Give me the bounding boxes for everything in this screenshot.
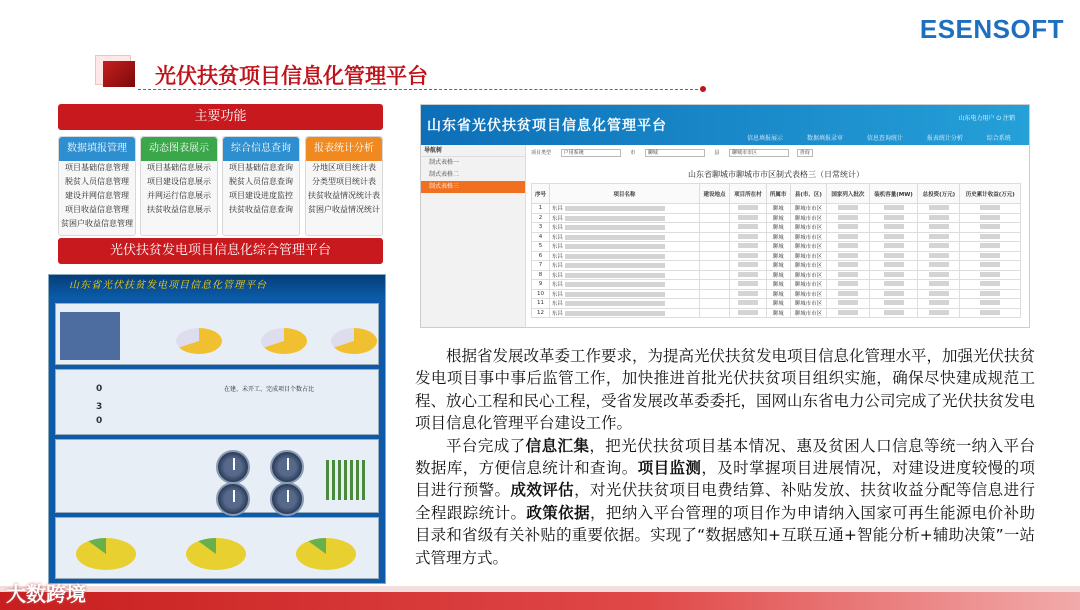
cell: 东昌 [549, 299, 699, 309]
function-item: 项目基础信息管理 [65, 163, 129, 172]
cell [918, 242, 960, 252]
cell [918, 223, 960, 233]
keyword: 项目监测 [637, 459, 702, 478]
cell [869, 232, 918, 242]
function-item: 扶贫收益信息展示 [147, 205, 211, 214]
cell [827, 280, 870, 290]
filter-bar [529, 149, 819, 158]
sidebar-title: 导航树 [421, 145, 525, 157]
cell: 聊城市市区 [790, 204, 826, 214]
cell: 聊城 [766, 232, 790, 242]
cell [869, 204, 918, 214]
table-title: 山东省聊城市聊城市市区制式表格三（日常统计） [688, 170, 864, 179]
page-title: 光伏扶贫项目信息化管理平台 [155, 64, 428, 88]
user-area: 山东电力用户 ⏻ 注销 [958, 115, 1015, 122]
table-row[interactable] [532, 270, 1021, 280]
nav-item[interactable]: 综合系统 [986, 135, 1011, 142]
dashboard-gauges-panel [55, 439, 379, 513]
function-column-title: 动态图表展示 [141, 137, 217, 161]
cell [960, 261, 1021, 271]
cell: 聊城 [766, 223, 790, 233]
cell: 聊城 [766, 251, 790, 261]
text-run: ，把光伏扶贫项目基本情况、惠及贫困人口信息等统一纳入平台数据库，方便信息统计和查询。 [415, 436, 1035, 478]
cell [960, 299, 1021, 309]
cell: 聊城 [766, 308, 790, 318]
title-decoration [95, 55, 137, 89]
cell: 聊城 [766, 213, 790, 223]
cell: 3 [532, 223, 550, 233]
cell: 11 [532, 299, 550, 309]
sidebar-item-active[interactable]: 制式表格三 [421, 181, 525, 193]
platform-screenshot [420, 104, 1030, 328]
cell [699, 232, 729, 242]
cell [827, 261, 870, 271]
column-header: 序号 [532, 184, 550, 204]
function-column [58, 136, 136, 236]
summary-pie [331, 328, 377, 354]
cell [918, 251, 960, 261]
filter-label: 市 [630, 150, 636, 156]
cell: 东昌 [549, 223, 699, 233]
cell [869, 213, 918, 223]
filter-select[interactable]: 户用系统 [561, 149, 621, 157]
cell [960, 223, 1021, 233]
status-value: 3 [96, 402, 103, 412]
function-item: 建设并网信息管理 [65, 191, 129, 200]
cell: 聊城 [766, 270, 790, 280]
sidebar-item[interactable]: 制式表格二 [429, 171, 460, 178]
column-header: 项目所在村 [730, 184, 766, 204]
table-row[interactable] [532, 280, 1021, 290]
cell [730, 204, 766, 214]
cell: 聊城市市区 [790, 261, 826, 271]
cell [827, 204, 870, 214]
table-row[interactable] [532, 251, 1021, 261]
cell: 聊城 [766, 280, 790, 290]
status-value: 0 [96, 416, 103, 426]
cell [869, 242, 918, 252]
title-underline [138, 89, 703, 90]
function-column-title: 数据填报管理 [59, 137, 135, 161]
filter-label: 县 [714, 150, 720, 156]
cell: 东昌 [549, 213, 699, 223]
function-item: 项目收益信息管理 [65, 205, 129, 214]
gauge-icon [270, 482, 304, 516]
mini-bar-chart [326, 460, 366, 500]
filter-select[interactable]: 聊城市市区 [729, 149, 789, 157]
function-column-title: 综合信息查询 [223, 137, 299, 161]
column-header: 国家列入批次 [827, 184, 870, 204]
table-row[interactable] [532, 242, 1021, 252]
cell: 聊城 [766, 242, 790, 252]
cell [918, 232, 960, 242]
function-item: 项目基础信息查询 [229, 163, 293, 172]
cell: 12 [532, 308, 550, 318]
cell: 聊城市市区 [790, 289, 826, 299]
cell [827, 299, 870, 309]
nav-item[interactable]: 报表统计分析 [926, 135, 963, 142]
paragraph [415, 435, 1035, 569]
user-name: 山东电力用户 [958, 115, 995, 122]
cell [960, 289, 1021, 299]
nav-item[interactable]: 数据填报录审 [806, 135, 843, 142]
function-item: 扶贫收益信息查询 [229, 205, 293, 214]
column-header: 项目名称 [549, 184, 699, 204]
cell: 东昌 [549, 308, 699, 318]
watermark: 大数跨境 [6, 582, 86, 606]
cell [869, 261, 918, 271]
gauge-icon [270, 450, 304, 484]
cell [960, 242, 1021, 252]
cell: 8 [532, 270, 550, 280]
cell [827, 232, 870, 242]
cell [869, 270, 918, 280]
column-header: 装机容量(MW) [869, 184, 918, 204]
table-row[interactable] [532, 232, 1021, 242]
sidebar-item[interactable]: 制式表格一 [429, 159, 460, 166]
cell [730, 213, 766, 223]
cell [827, 242, 870, 252]
keyword: 政策依据 [526, 503, 590, 522]
column-header: 县(市、区) [790, 184, 826, 204]
title-dot [700, 86, 706, 92]
cell [730, 280, 766, 290]
cell: 东昌 [549, 261, 699, 271]
cell: 东昌 [549, 270, 699, 280]
table-row[interactable] [532, 213, 1021, 223]
cell: 聊城市市区 [790, 299, 826, 309]
cell [827, 223, 870, 233]
cell: 10 [532, 289, 550, 299]
summary-pie [176, 328, 222, 354]
cell [699, 289, 729, 299]
paragraph: 根据省发展改革委工作要求，为提高光伏扶贫发电项目信息化管理水平，加强光伏扶贫发电项目事中事后监管工作，加快推进首批光伏扶贫项目组织实施，确保尽快建成规范工程、放心工程和民心工程，受省发展改革委委托，国网山东省电力公司完成了光伏扶贫发电项目信息化管理平台建设工作。 [415, 347, 1036, 433]
cell: 聊城 [766, 289, 790, 299]
cell: 聊城市市区 [790, 280, 826, 290]
cell [960, 270, 1021, 280]
functions-diagram [55, 104, 385, 264]
cell: 聊城市市区 [790, 232, 826, 242]
function-column [140, 136, 218, 236]
gauge-icon [216, 482, 250, 516]
cell: 7 [532, 261, 550, 271]
logout-link[interactable]: 注销 [1002, 115, 1015, 122]
cell: 东昌 [549, 232, 699, 242]
cell [730, 261, 766, 271]
cell: 6 [532, 251, 550, 261]
cell [699, 213, 729, 223]
app-title: 山东省光伏扶贫项目信息化管理平台 [427, 118, 667, 134]
cell [827, 308, 870, 318]
cell [730, 299, 766, 309]
cell [699, 251, 729, 261]
cell [960, 280, 1021, 290]
dashboard-pies-panel [55, 517, 379, 579]
query-button[interactable]: 查询 [797, 149, 813, 157]
cell [699, 299, 729, 309]
app-header [421, 105, 1029, 145]
cell [869, 289, 918, 299]
cell: 东昌 [549, 280, 699, 290]
status-value: 0 [96, 384, 103, 394]
cell: 聊城市市区 [790, 242, 826, 252]
cell: 聊城市市区 [790, 213, 826, 223]
top-nav [747, 133, 1030, 142]
nav-item[interactable]: 信息查询统计 [866, 135, 903, 142]
cell: 4 [532, 232, 550, 242]
table-row[interactable] [532, 308, 1021, 318]
summary-pie [261, 328, 307, 354]
function-item: 项目建设信息展示 [147, 177, 211, 186]
cell [869, 280, 918, 290]
cell [699, 204, 729, 214]
filter-label: 项目类型 [531, 150, 552, 156]
cell: 聊城 [766, 204, 790, 214]
function-item: 分地区项目统计表 [312, 163, 376, 172]
cell [918, 213, 960, 223]
function-column-title: 报表统计分析 [306, 137, 382, 161]
functions-header: 主要功能 [58, 104, 383, 130]
cell [699, 308, 729, 318]
table-row[interactable] [532, 289, 1021, 299]
text-run: 平台完成了 [446, 436, 526, 455]
cell [730, 289, 766, 299]
text-run: ，对光伏扶贫项目电费结算、补贴发放、扶贫收益分配等信息进行全程跟踪统计。 [415, 481, 1035, 522]
column-header: 所属市 [766, 184, 790, 204]
pie-chart [186, 538, 246, 570]
cell: 聊城市市区 [790, 308, 826, 318]
cell [699, 223, 729, 233]
cell: 东昌 [549, 289, 699, 299]
table-row[interactable] [532, 299, 1021, 309]
summary-table [60, 312, 120, 360]
cell [827, 270, 870, 280]
cell [730, 232, 766, 242]
cell [918, 299, 960, 309]
function-item: 脱贫人员信息查询 [229, 177, 293, 186]
cell [869, 251, 918, 261]
cell: 5 [532, 242, 550, 252]
cell: 东昌 [549, 242, 699, 252]
keyword: 信息汇集 [525, 436, 590, 455]
cell [699, 261, 729, 271]
cell [827, 251, 870, 261]
cell: 东昌 [549, 251, 699, 261]
cell [960, 308, 1021, 318]
cell [699, 270, 729, 280]
cell [960, 204, 1021, 214]
functions-footer: 光伏扶贫发电项目信息化综合管理平台 [58, 238, 383, 264]
cell [699, 280, 729, 290]
function-item: 分类型项目统计表 [312, 177, 376, 186]
text-run: ，及时掌握项目进展情况，对建设进度较慢的项目进行预警。 [415, 459, 1035, 500]
cell: 东昌 [549, 204, 699, 214]
brand-logo: ESENSOFT [919, 14, 1064, 44]
cell [730, 223, 766, 233]
cell: 聊城市市区 [790, 270, 826, 280]
dashboard-status-panel [55, 369, 379, 435]
cell [918, 204, 960, 214]
cell [918, 308, 960, 318]
cell: 聊城 [766, 261, 790, 271]
data-table [531, 183, 1021, 318]
table-row[interactable] [532, 223, 1021, 233]
function-item: 贫困户收益信息管理 [61, 219, 133, 228]
gauge-icon [216, 450, 250, 484]
cell: 聊城 [766, 299, 790, 309]
function-item: 项目建设进度监控 [229, 191, 293, 200]
cell: 聊城市市区 [790, 251, 826, 261]
cell [869, 308, 918, 318]
footer-bar [0, 592, 1080, 610]
dashboard-title: 山东省光伏扶贫发电项目信息化管理平台 [49, 275, 385, 297]
cell [730, 308, 766, 318]
function-item: 并网运行信息展示 [147, 191, 211, 200]
function-item: 扶贫收益情况统计表 [308, 191, 380, 200]
text-run: ，把纳入平台管理的项目作为申请纳入国家可再生能源电价补助目录和省级有关补贴的重要依据。实现了“数据感知+互联互通+智能分析+辅助决策”一站式管理方式。 [415, 503, 1035, 567]
cell: 聊城市市区 [790, 223, 826, 233]
status-chart-caption: 在建、未开工、完成项目个数占比 [224, 386, 315, 393]
cell [827, 213, 870, 223]
nav-item[interactable]: 信息填报展示 [747, 135, 784, 142]
cell [730, 251, 766, 261]
function-item: 贫困户收益情况统计 [308, 205, 380, 214]
cell [960, 213, 1021, 223]
cell: 2 [532, 213, 550, 223]
cell [869, 299, 918, 309]
function-item: 脱贫人员信息管理 [65, 177, 129, 186]
cell: 1 [532, 204, 550, 214]
dashboard-summary-panel [55, 303, 379, 365]
table-row[interactable] [532, 261, 1021, 271]
keyword: 成效评估 [510, 481, 575, 500]
function-column [222, 136, 300, 236]
pie-chart [76, 538, 136, 570]
cell: 9 [532, 280, 550, 290]
function-item: 项目基础信息展示 [147, 163, 211, 172]
cell [730, 270, 766, 280]
dashboard-screenshot [48, 274, 386, 584]
cell [699, 242, 729, 252]
table-row[interactable] [532, 204, 1021, 214]
cell [918, 270, 960, 280]
pie-chart [296, 538, 356, 570]
filter-select[interactable]: 聊城 [645, 149, 705, 157]
function-column [305, 136, 383, 236]
cell [730, 242, 766, 252]
cell [869, 223, 918, 233]
cell [960, 232, 1021, 242]
sidebar [421, 145, 526, 328]
column-header: 建设地点 [699, 184, 729, 204]
column-header: 历史累计收益(万元) [960, 184, 1021, 204]
cell [918, 280, 960, 290]
cell [918, 289, 960, 299]
description-text [415, 345, 1035, 569]
cell [960, 251, 1021, 261]
cell [918, 261, 960, 271]
cell [827, 289, 870, 299]
column-header: 总投资(万元) [918, 184, 960, 204]
